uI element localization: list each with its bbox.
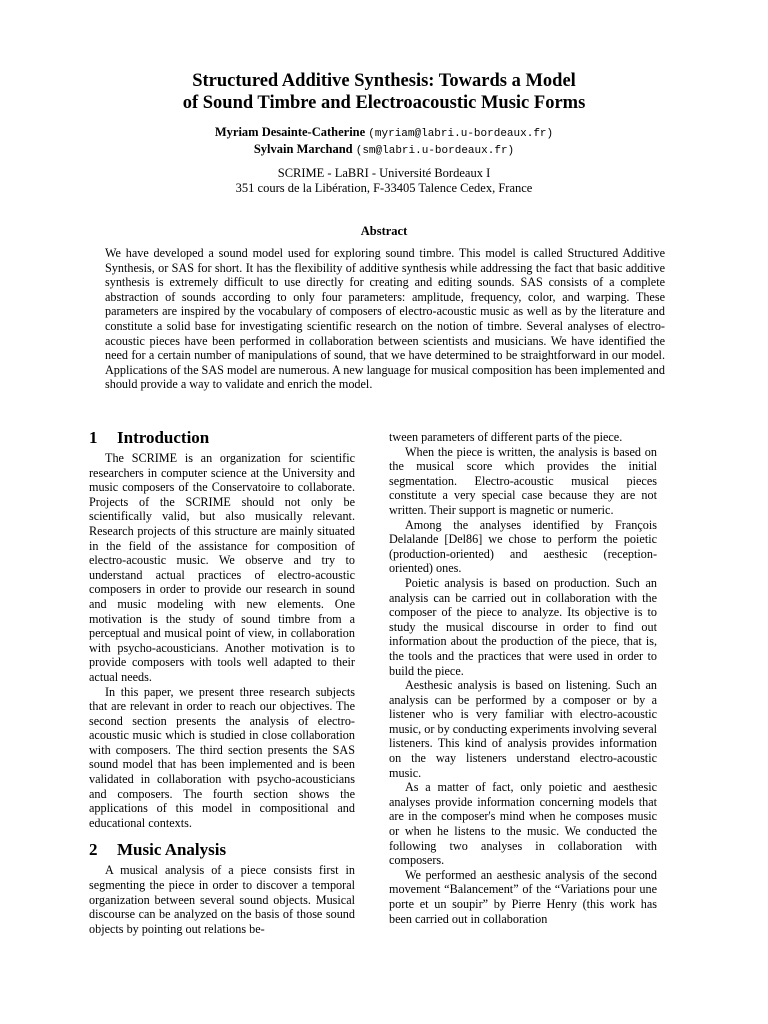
section-1-heading <box>89 428 355 448</box>
analysis-paragraph-1: A musical analysis of a piece consists first in segmenting the piece in order to discover a temporal organization between several sound objects. Musical discourse can be analyzed on the basis of those sound objects by pointing out relations be- <box>89 863 355 936</box>
right-paragraph-1: When the piece is written, the analysis is based on the musical score which provides the initial segmentation. Electro-acoustic musical pieces constitute a very special case because they are not written. Their support is magnetic or numeric. <box>389 444 657 517</box>
section-2-title: Music Analysis <box>117 840 227 860</box>
author-2 <box>0 142 768 159</box>
affiliation-line-1: SCRIME - LaBRI - Université Bordeaux I <box>277 166 491 180</box>
right-paragraph-5: As a matter of fact, only poietic and aesthesic analyses provide information concerning models that are in the composer's mind when he composes music or when he listens to the music. We conducted the following two analyses in collaboration with composers. <box>389 780 657 868</box>
title-line-1: Structured Additive Synthesis: Towards a Model <box>192 71 576 91</box>
right-paragraph-2: Among the analyses identified by François Delalande [Del86] we chose to perform the poietic (production-oriented) and aesthesic (reception-oriented) ones. <box>389 517 657 576</box>
author-1 <box>0 125 768 142</box>
author-1-name: Myriam Desainte-Catherine <box>214 125 366 139</box>
intro-paragraph-2: In this paper, we present three research subjects that are relevant in order to reach our objectives. The second section presents the analysis of electro-acoustic music which is studied in close collaboration with composers. The third section presents the SAS sound model that has been implemented and is been validated in collaboration with psycho-acousticians and composers. The fourth section shows the applications of this model in compositional and educational contexts. <box>89 684 355 830</box>
author-2-name: Sylvain Marchand <box>253 141 353 156</box>
author-2-email: (sm@labri.u-bordeaux.fr) <box>355 144 515 157</box>
section-1-title: Introduction <box>117 428 210 447</box>
affiliation-line-2: 351 cours de la Libération, F-33405 Talence Cedex, France <box>235 180 533 195</box>
right-paragraph-3: Poietic analysis is based on production. Such an analysis can be carried out in collaboration with the composer of the piece to analyze. Its objective is to study the musical discourse in order to find out information about the production of the piece, that is, the tools and the practices that were used in order to build the piece. <box>389 575 657 678</box>
author-1-email: (myriam@labri.u-bordeaux.fr) <box>368 128 554 140</box>
affiliation-block <box>0 166 768 195</box>
abstract-heading: Abstract <box>360 224 408 238</box>
abstract-text: We have developed a sound model used for exploring sound timbre. This model is called Structured Additive Synthesis, or SAS for short. It has the flexibility of additive synthesis while addressing the fact that basic additive synthesis is extremely difficult to use directly for creating and editing sounds. SAS consists of a complete abstraction of sounds according to only four parameters: amplitude, frequency, color, and warping. These parameters are inspired by the vocabulary of composers of electro-acoustic music as well as by the literature and constitute a solid base for investigating scientific research on the notion of timbre. Several analyses of electro-acoustic pieces have been performed in collaboration between scientists and musicians. We have identified the need for a certain number of manipulations of sound, that we have determined to be straightforward in our model. Applications of the SAS model are numerous. A new language for musical composition has been implemented and should provide a way to validate and enrich the model. <box>105 246 665 392</box>
authors-block <box>0 125 768 158</box>
title-line-2: of Sound Timbre and Electroacoustic Music Forms <box>182 93 586 113</box>
section-2-number: 2 <box>89 840 98 860</box>
left-column <box>89 428 355 936</box>
intro-paragraph-1: The SCRIME is an organization for scientific researchers in computer science at the University and music composers of the Conservatoire to collaborate. Projects of the SCRIME should not only be scientifically valid, but also musically relevant. Research projects of this structure are mainly situated in the field of the assistance for composition of electro-acoustic music. We observe and try to understand actual practices of electro-acoustic composers in order to provide our research in sound and music modeling with new elements. One motivation is the study of sound timbre from a perceptual and musical point of view, in collaboration with psycho-acousticians. Another motivation is to provide composers with tools well adapted to their actual needs. <box>89 451 355 684</box>
right-column <box>389 430 657 926</box>
right-paragraph-6: We performed an aesthesic analysis of the second movement “Balancement” of the “Variations pour une porte et un soupir” by Pierre Henry (this work has been carried out in collaboration <box>389 867 657 926</box>
section-1-number: 1 <box>89 428 98 447</box>
section-2-heading <box>89 840 355 860</box>
right-paragraph-4: Aesthesic analysis is based on listening. Such an analysis can be performed by a composer or by a listener who is very familiar with electro-acoustic music, or by conducting experiments involving several listeners. This kind of analysis provides information on the way listeners understand electro-acoustic music. <box>389 678 657 780</box>
right-paragraph-continuation: tween parameters of different parts of the piece. <box>389 430 623 444</box>
paper-title <box>0 70 768 114</box>
